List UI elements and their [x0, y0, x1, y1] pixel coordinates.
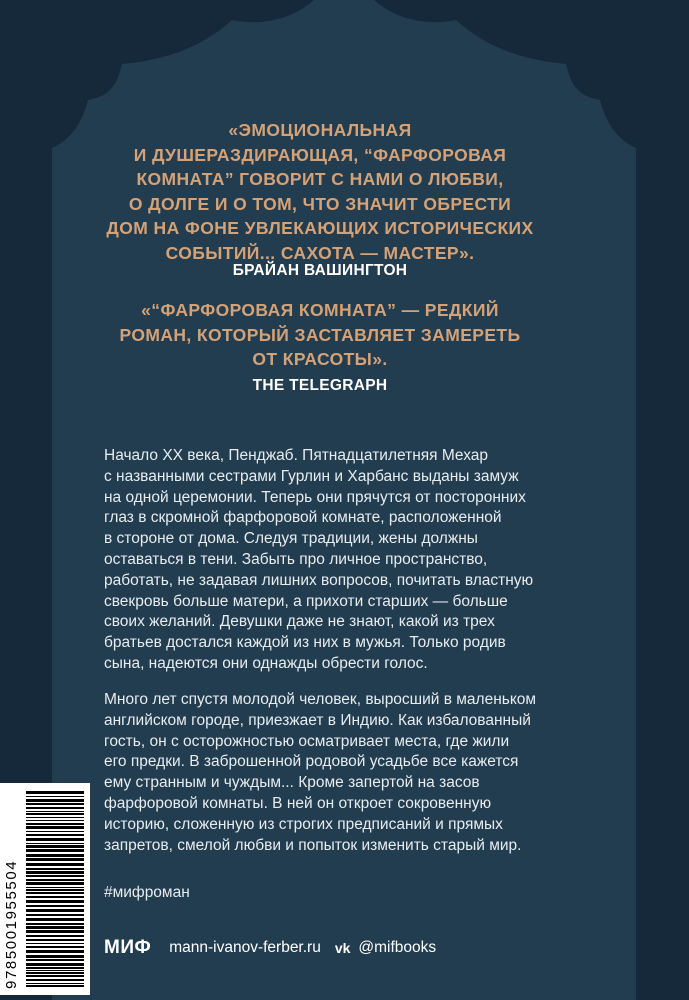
vk-icon[interactable]: vk [334, 940, 351, 956]
social-handle[interactable]: @mifbooks [358, 939, 437, 956]
hashtag: #мифроман [104, 884, 190, 901]
quote-2-author: THE TELEGRAPH [252, 377, 388, 394]
footer [104, 936, 436, 960]
website-link[interactable]: mann-ivanov-ferber.ru [169, 939, 321, 956]
description-paragraph-1: Начало XX века, Пенджаб. Пятнадцатилетняя Мехар с названными сестрами Гурлин и Харбанс выданы замуж на одной церемонии. Теперь они прячутся от посторонних глаз в скромной фарфоровой комнате, расположенной в стороне от дома. Следуя традиции, жены должны оставаться в тени. Забыть про личное пространство, работать, не задавая лишних вопросов, почитать властную свекровь больше матери, а прихоти старших — больше своих желаний. Девушки даже не знают, какой из трех братьев достался каждой из них в мужья. Только родив сына, надеются они однажды обрести голос. [104, 447, 534, 672]
publisher-logo: МИФ [104, 937, 152, 958]
isbn-barcode [0, 783, 90, 995]
quote-1-author: БРАЙАН ВАШИНГТОН [232, 262, 408, 279]
quote-2: «“ФАРФОРОВАЯ КОМНАТА” — РЕДКИЙ РОМАН, КОТОРЫЙ ЗАСТАВЛЯЕТ ЗАМЕРЕТЬ ОТ КРАСОТЫ». [119, 300, 521, 369]
isbn-number: 9785001955504 [3, 859, 20, 989]
quote-1: «ЭМОЦИОНАЛЬНАЯ И ДУШЕРАЗДИРАЮЩАЯ, “ФАРФОРОВАЯ КОМНАТА” ГОВОРИТ С НАМИ О ЛЮБВИ, О ДОЛГЕ И О ТОМ, ЧТО ЗНАЧИТ ОБРЕСТИ ДОМ НА ФОНЕ УВЛЕКАЮЩИХ ИСТОРИЧЕСКИХ СОБЫТИЙ... САХОТА — МАСТЕР». [106, 120, 534, 263]
description-paragraph-2: Много лет спустя молодой человек, выросший в маленьком английском городе, приезжает в Индию. Как избалованный гость, он с осторожностью осматривает места, где жили его предки. В заброшенной родовой усадьбе все кажется ему странным и чуждым... Кроме запертой на засов фарфоровой комнаты. В ней он откроет сокровенную историю, сложенную из строгих предписаний и прямых запретов, смелой любви и попыток изменить старый мир. [104, 691, 537, 854]
